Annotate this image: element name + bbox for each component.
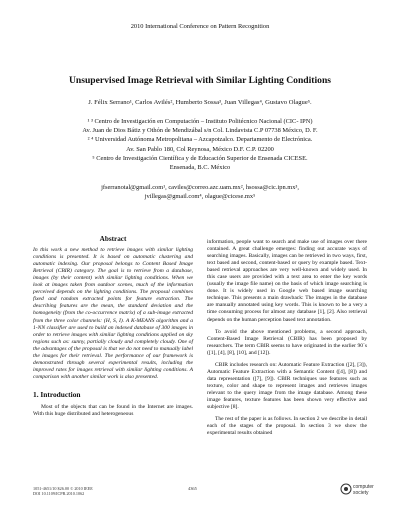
affiliation-line: ² ⁴ Universidad Autónoma Metropolitana – Azcapotzalco. Departamento de Electrónica. xyxy=(87,136,313,144)
paper-title: Unsupervised Image Retrieval with Similar Lighting Conditions xyxy=(68,75,332,86)
author-list: J. Félix Serrano¹, Carlos Avilés², Humberto Sossa³, Juan Villegas⁴, Gustavo Olague⁵. xyxy=(88,99,312,106)
abstract-text: In this work a new method to retrieve images with similar lighting conditions is presented. It is based on automatic clustering and automatic indexing. Our proposal belongs to Content Based Image Retrieval (CBIR) category. The goal is to retrieve from a database, images (by their content) with similar lighting conditions. When we look at images taken from outdoor scenes, much of the information perceived depends on the lighting conditions. The proposal combines fixed and random extracted points for feature extraction. The describing features are the mean, the standard deviation and the homogeneity (from the co-occurrence matrix) of a sub-image extracted from the three color channels: (H, S, I). A K-MEANS algorithm and a 1-NN classifier are used to build an indexed database of 300 images in order to retrieve images with similar lighting conditions applied on sky regions such as: sunny, partially cloudy and completely cloudy. One of the advantages of the proposal is that we do not need to manually label the images for their retrieval. The performance of our framework is demonstrated through several experimental results, including the improved rates for images retrieval with similar lighting conditions. A comparison with another similar work is also presented. xyxy=(33,247,193,380)
footer-issn: 1051-4651/10 $26.00 © 2010 IEEE xyxy=(33,486,93,491)
logo-text-computer: computer xyxy=(353,484,374,490)
ieee-computer-society-logo xyxy=(340,478,376,500)
affiliation-line: ⁵ Centro de Investigación Científica y de Educación Superior de Ensenada CICESE. xyxy=(92,154,308,162)
conference-header: 2010 International Conference on Pattern Recognition xyxy=(130,23,270,30)
footer-copyright xyxy=(33,486,93,496)
email-line[interactable]: jfserranotal@gmail.com¹, caviles@correo.azc.uam.mx², hsossa@cic.ipn.mx³, xyxy=(101,184,299,191)
affiliation-line: Av. San Pablo 180, Col Reynosa, México D.F. C.P. 02200 xyxy=(126,145,274,153)
abstract-heading: Abstract xyxy=(99,235,127,243)
introduction-text: Most of the objects that can be found in the Internet are images. With this huge distributed and heterogeneous xyxy=(33,403,193,418)
body-paragraph: information, people want to search and make use of images over there contained. A great challenge emerges: finding out accurate ways of searching images. Basically, images can be retrieved in two ways, first, text based and second, content-based or query by example based. Text-based retrieval approaches are very well-known and widely used. In this case users are provided with a text area to enter the key words (usually the image file name) on the basis of which image searching is done. It is widely used in Google web based image searching technique. This presents a main drawback: The images in the database are manually annotated using key words. This is known to be a very a time consuming process for almost any database [1], [2]. Also retrieval depends on the human perception based text annotation. xyxy=(207,239,367,323)
body-paragraph: To avoid the above mentioned problems, a second approach, Content-Based Image Retrieval (CBIR) has been proposed by researchers. The term CBIR seems to have originated in the earlier 90´s ([1], [4], [8], [10], and [12]). xyxy=(207,328,367,356)
affiliation-line: ¹ ³ Centro de Investigación en Computación – Instituto Politécnico Nacional (CIC- IPN) xyxy=(87,118,313,125)
affiliation-line: Av. Juan de Dios Bátiz y Othón de Mendizábal s/n Col. Lindavista C.P 07738 México, D. F. xyxy=(82,127,318,135)
affiliations xyxy=(0,117,400,172)
email-line[interactable]: jvillegas@gmail.com⁴, olague@cicese.mx⁵ xyxy=(144,193,256,201)
logo-text-society: society xyxy=(353,490,369,496)
author-emails xyxy=(0,183,400,201)
right-column xyxy=(207,239,367,437)
body-paragraph: CBIR includes research on: Automatic Feature Extraction ([2], [3]), Automatic Feature Extraction with a Semantic Content ([4], [8]) and data representation ([7], [9]). CBIR techniques use features such as texture, color and shape to represent images and retrieves images relevant to the query image from the image database. Among these image features, texture features has been shown very effective and subjective [8]. xyxy=(207,361,367,411)
footer-doi: DOI 10.1109/ICPR.2010.1062 xyxy=(33,491,85,497)
body-paragraph: The rest of the paper is as follows. In section 2 we describe in detail each of the stages of the proposal. In section 3 we show the experimental results obtained xyxy=(207,416,367,437)
introduction-heading: 1. Introduction xyxy=(33,389,81,399)
left-column xyxy=(33,236,193,418)
affiliation-line: Ensenada, B.C. México xyxy=(169,164,231,172)
page-number: 4365 xyxy=(188,486,197,491)
